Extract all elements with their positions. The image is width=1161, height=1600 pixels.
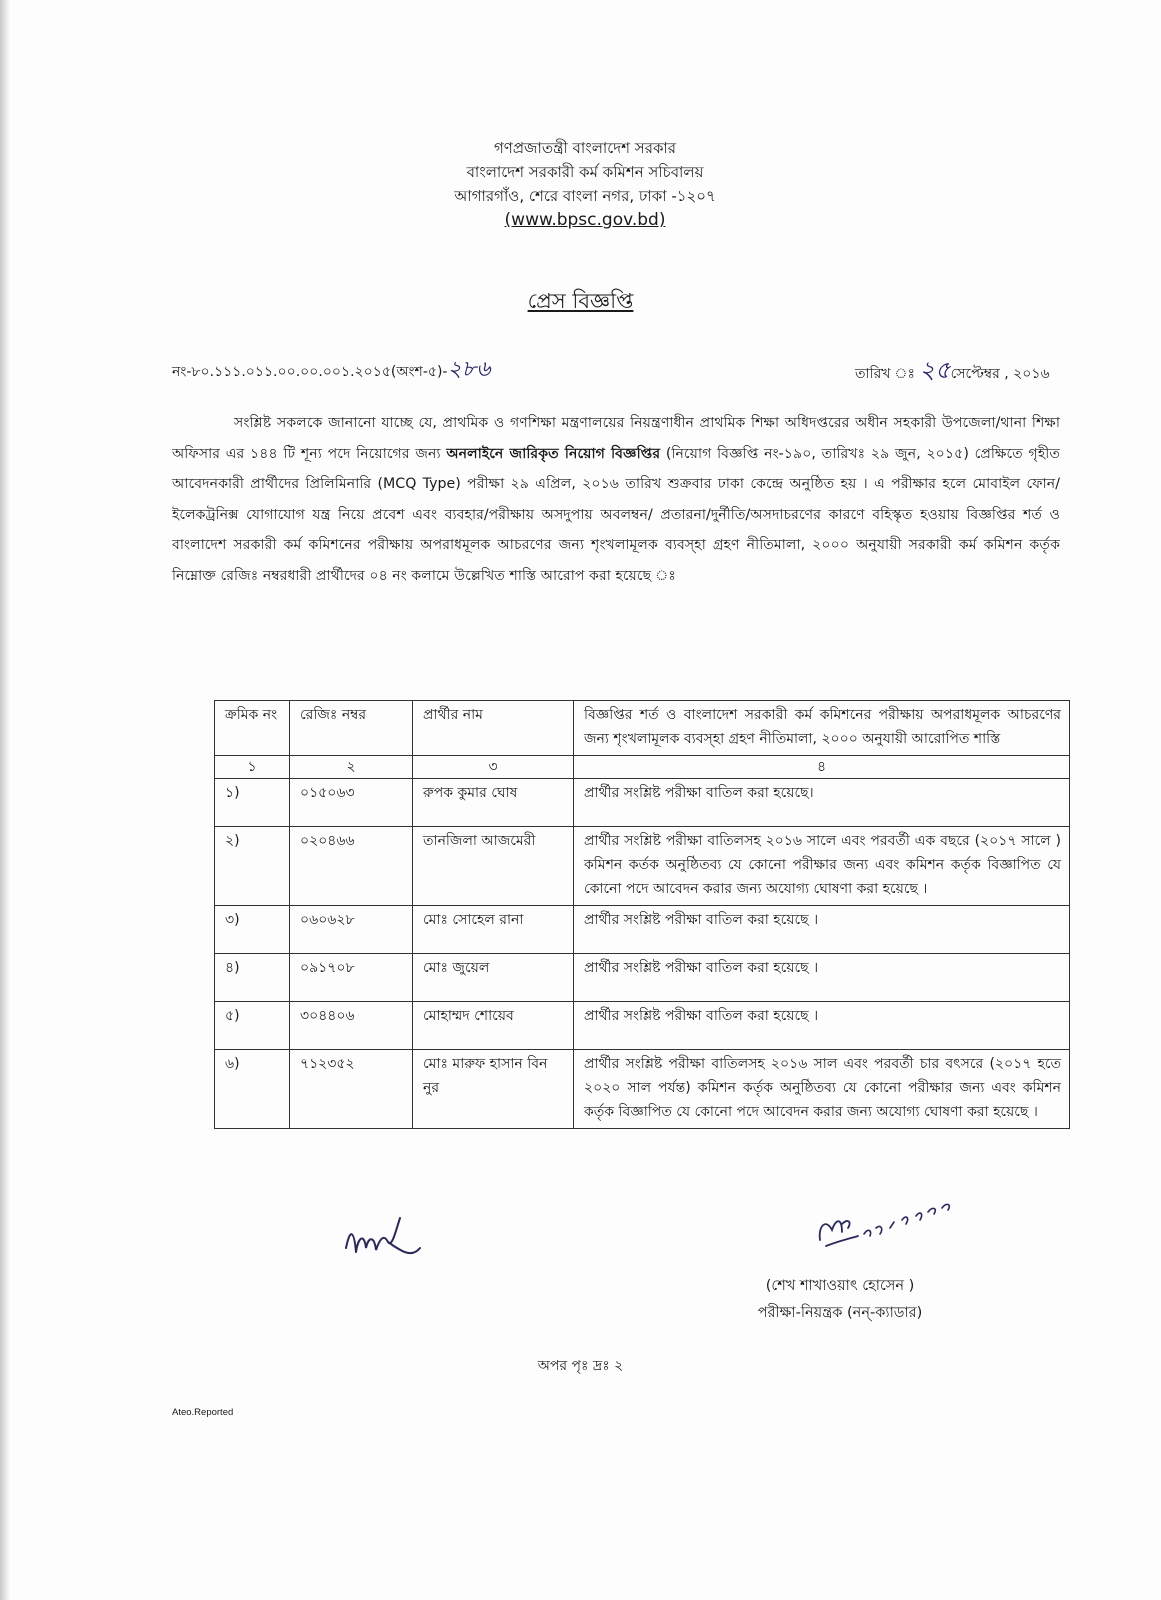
header-serial: ক্রমিক নং — [215, 701, 290, 756]
serial-cell: ৩) — [215, 906, 290, 954]
header-reg: রেজিঃ নম্বর — [290, 701, 413, 756]
name-cell: মোঃ মারুফ হাসান বিন নুর — [413, 1050, 574, 1129]
handwritten-ref-suffix: ২৮৬ — [447, 357, 491, 382]
reg-cell: ০৯১৭০৮ — [290, 954, 413, 1002]
signatory-name: (শেখ শাখাওয়াৎ হোসেন ) — [765, 1278, 915, 1294]
table-row — [215, 779, 1070, 827]
reg-cell: ০৬০৬২৮ — [290, 906, 413, 954]
serial-cell: ৬) — [215, 1050, 290, 1129]
penalty-table — [214, 700, 1070, 1129]
reg-cell: ৩০৪৪০৬ — [290, 1002, 413, 1050]
penalty-cell: প্রার্থীর সংশ্লিষ্ট পরীক্ষা বাতিলসহ ২০১৬ সাল এবং পরবর্তী চার বৎসরে (২০১৭ হতে ২০২০ সাল পর্যন্ত) কমিশন কর্তৃক অনুষ্ঠিতব্য যে কোনো পরীক্ষার জন্য এবং কমিশন কর্তৃক বিজ্ঞাপিত যে কোনো পদে আবেদন করার জন্য অযোগ্য ঘোষণা করা হয়েছে । — [574, 1050, 1070, 1129]
penalty-cell: প্রার্থীর সংশ্লিষ্ট পরীক্ষা বাতিল করা হয়েছে । — [574, 954, 1070, 1002]
website-link[interactable]: (www.bpsc.gov.bd) — [504, 210, 666, 230]
serial-cell: ৪) — [215, 954, 290, 1002]
reg-cell: ০১৫০৬৩ — [290, 779, 413, 827]
table-row — [215, 1050, 1070, 1129]
penalty-cell: প্রার্থীর সংশ্লিষ্ট পরীক্ষা বাতিল করা হয়েছে। — [574, 779, 1070, 827]
column-number: ৪ — [574, 756, 1070, 779]
serial-cell: ১) — [215, 779, 290, 827]
bold-phrase: অনলাইনে জারিকৃত নিয়োগ বিজ্ঞপ্তির — [446, 445, 661, 462]
reg-cell: ৭১২৩৫২ — [290, 1050, 413, 1129]
name-cell: মোঃ জুয়েল — [413, 954, 574, 1002]
column-number: ১ — [215, 756, 290, 779]
table-row — [215, 906, 1070, 954]
name-cell: রুপক কুমার ঘোষ — [413, 779, 574, 827]
penalty-cell: প্রার্থীর সংশ্লিষ্ট পরীক্ষা বাতিলসহ ২০১৬ সালে এবং পরবর্তী এক বছরে (২০১৭ সালে ) কমিশন কর্তক অনুষ্ঠিতব্য যে কোনো পরীক্ষার জন্য এবং কমিশন কর্তৃক বিজ্ঞাপিত যে কোনো পদে আবেদন করার জন্য অযোগ্য ঘোষণা করা হয়েছে । — [574, 827, 1070, 906]
column-number: ২ — [290, 756, 413, 779]
handwritten-signature-and-date — [812, 1188, 962, 1258]
letterhead — [380, 136, 790, 232]
reg-cell: ০২০৪৬৬ — [290, 827, 413, 906]
notice-body: সংশ্লিষ্ট সকলকে জানানো যাচ্ছে যে, প্রাথমিক ও গণশিক্ষা মন্ত্রণালয়ের নিয়ন্ত্রণাধীন প্রাথমিক শিক্ষা অধিদপ্তরের অধীন সহকারী উপজেলা/থানা শিক্ষা অফিসার এর ১৪৪ টি শূন্য পদে নিয়োগের জন্য অনলাইনে জারিকৃত নিয়োগ বিজ্ঞপ্তির (নিয়োগ বিজ্ঞপ্তি নং-১৯০, তারিখঃ ২৯ জুন, ২০১৫) প্রেক্ষিতে গৃহীত আবেদনকারী প্রার্থীদের প্রিলিমিনারি (MCQ Type) পরীক্ষা ২৯ এপ্রিল, ২০১৬ তারিখ শুক্রবার ঢাকা কেন্দ্রে অনুষ্ঠিত হয় । এ পরীক্ষার হলে মোবাইল ফোন/ইলেকট্রনিক্স যোগাযোগ যন্ত্র নিয়ে প্রবেশ এবং ব্যবহার/পরীক্ষায় অসদুপায় অবলম্বন/ প্রতারনা/দুর্নীতি/অসদাচরণের কারণে বহিস্কৃত হওয়ায় বিজ্ঞপ্তির শর্ত ও বাংলাদেশ সরকারী কর্ম কমিশনের পরীক্ষায় অপরাধমূলক আচরণের জন্য শৃংখলামূলক ব্যবস্হা গ্রহণ নীতিমালা, ২০০০ অনুযায়ী সরকারী কর্ম কমিশন কর্তৃক নিম্নোক্ত রেজিঃ নম্বরধারী প্রার্থীদের ০৪ নং কলামে উল্লেখিত শাস্তি আরোপ করা হয়েছে ঃ — [172, 415, 1061, 584]
reference-number: নং-৮০.১১১.০১১.০০.০০.০০১.২০১৫(অংশ-৫)-২৮৬ — [172, 357, 491, 382]
table-header-row — [215, 701, 1070, 756]
serial-cell: ২) — [215, 827, 290, 906]
table-row — [215, 1002, 1070, 1050]
header-name: প্রার্থীর নাম — [413, 701, 574, 756]
column-number: ৩ — [413, 756, 574, 779]
address: আগারগাঁও, শেরে বাংলা নগর, ঢাকা -১২০৭ — [454, 187, 716, 205]
table-row — [215, 954, 1070, 1002]
page-turn-note: অপর পৃঃ দ্রঃ ২ — [537, 1358, 624, 1374]
name-cell: তানজিলা আজমেরী — [413, 827, 574, 906]
signatory-block — [700, 1273, 980, 1327]
document-title: প্রেস বিজ্ঞপ্তি — [527, 289, 634, 313]
penalty-cell: প্রার্থীর সংশ্লিষ্ট পরীক্ষা বাতিল করা হয়েছে । — [574, 906, 1070, 954]
serial-cell: ৫) — [215, 1002, 290, 1050]
penalty-cell: প্রার্থীর সংশ্লিষ্ট পরীক্ষা বাতিল করা হয়েছে । — [574, 1002, 1070, 1050]
column-number-row — [215, 756, 1070, 779]
signatory-designation: পরীক্ষা-নিয়ন্ত্রক (নন্-ক্যাডার) — [757, 1305, 923, 1321]
footer-note: Ateo.Reported — [172, 1407, 234, 1418]
government-name: গণপ্রজাতন্ত্রী বাংলাদেশ সরকার — [493, 139, 677, 157]
name-cell: মোহাম্মদ শোয়েব — [413, 1002, 574, 1050]
table-row — [215, 827, 1070, 906]
document-date: তারিখ ঃ ২৫সেপ্টেম্বর , ২০১৬ — [855, 356, 1050, 384]
handwritten-initial-signature — [340, 1208, 430, 1268]
secretariat-name: বাংলাদেশ সরকারী কর্ম কমিশন সচিবালয় — [466, 163, 704, 181]
handwritten-date-day: ২৫ — [919, 356, 951, 384]
name-cell: মোঃ সোহেল রানা — [413, 906, 574, 954]
header-penalty: বিজ্ঞপ্তির শর্ত ও বাংলাদেশ সরকারী কর্ম কমিশনের পরীক্ষায় অপরাধমূলক আচরণের জন্য শৃংখলামূলক ব্যবস্হা গ্রহণ নীতিমালা, ২০০০ অনুযায়ী আরোপিত শাস্তি — [574, 701, 1070, 756]
